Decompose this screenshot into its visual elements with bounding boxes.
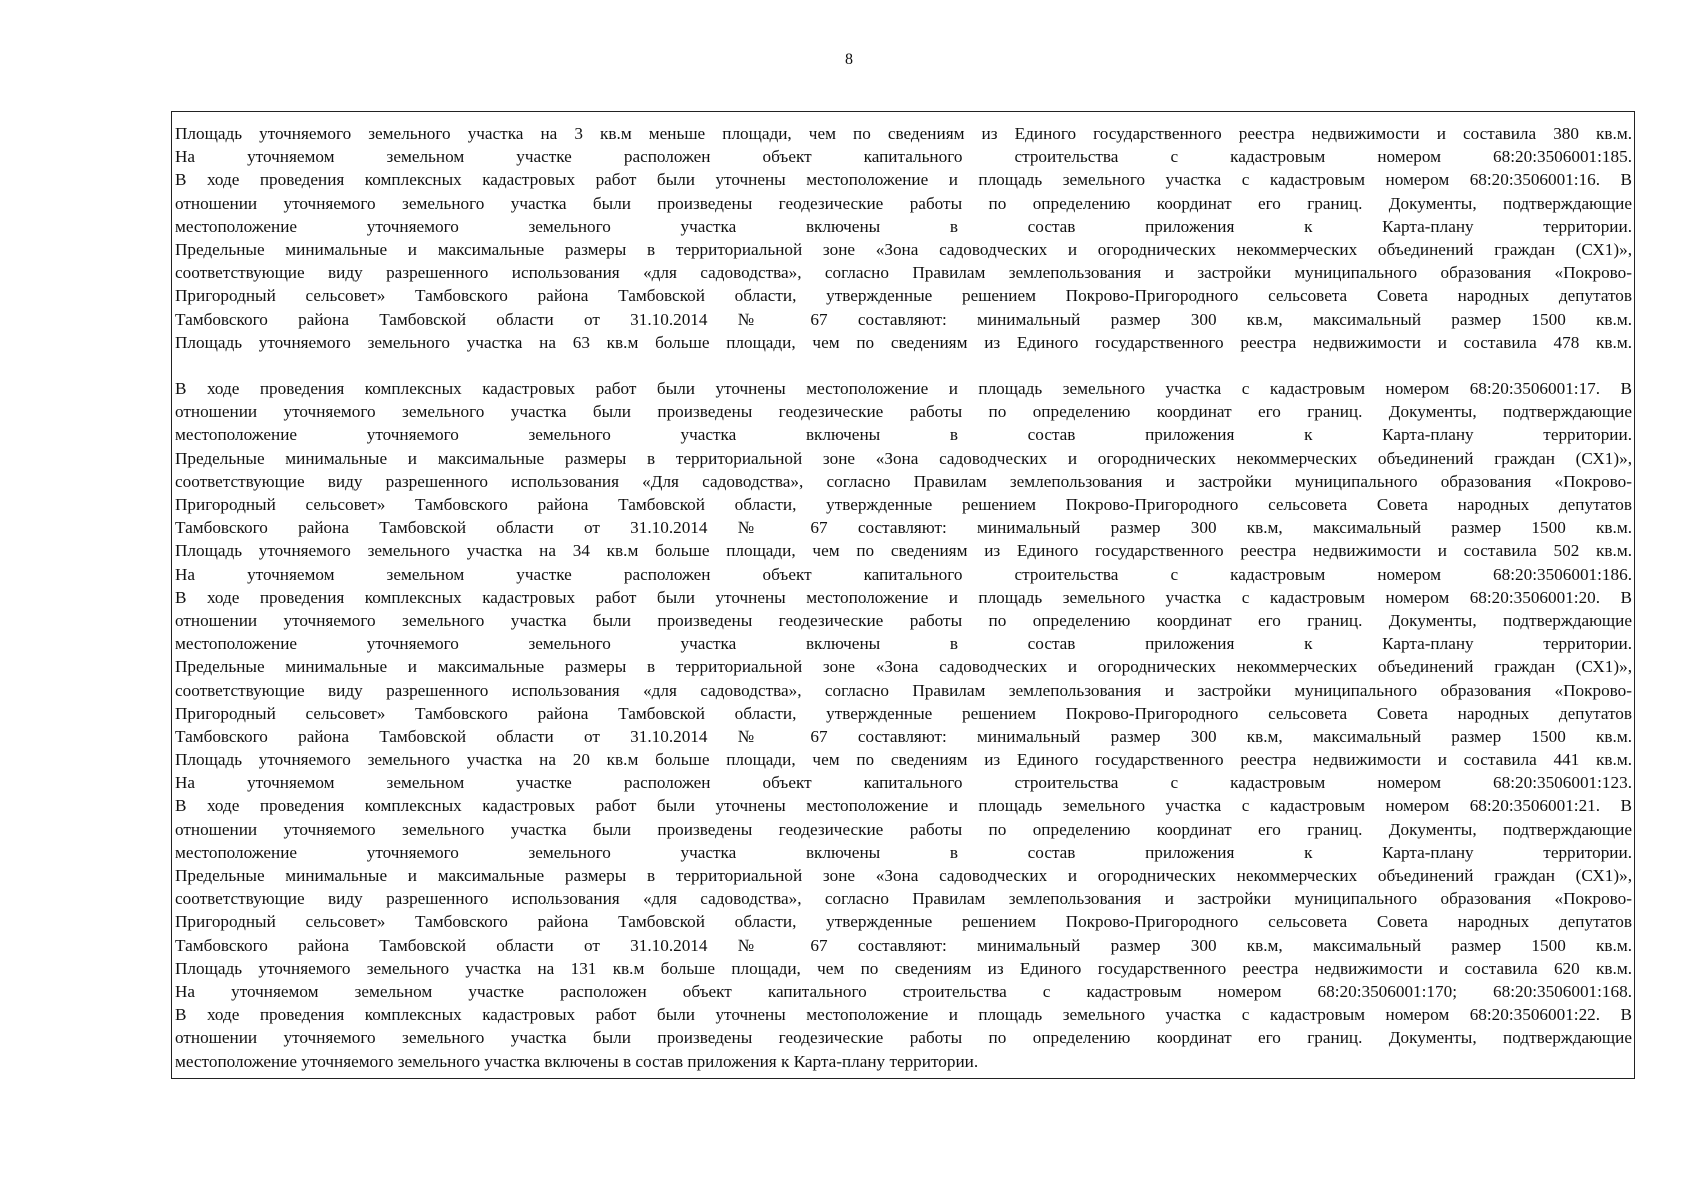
text-line: Предельные минимальные и максимальные размеры в территориальной зоне «Зона садоводческих и огороднических некоммерческих объединений граждан (СХ1)», (175, 657, 1632, 677)
text-line: Площадь уточняемого земельного участка на 63 кв.м больше площади, чем по сведениям из Единого государственного реестра недвижимости и составила 478 кв.м. (175, 332, 1632, 352)
text-line: Пригородный сельсовет» Тамбовского района Тамбовской области, утвержденные решением Покрово-Пригородного сельсовета Совета народных депутатов (175, 286, 1632, 306)
text-line: Тамбовского района Тамбовской области от 31.10.2014 № 67 составляют: минимальный размер 300 кв.м, максимальный размер 1500 кв.м. (175, 726, 1632, 746)
text-line: местоположение уточняемого земельного участка включены в состав приложения к Карта-плану территории. (175, 425, 1632, 445)
text-line: В ходе проведения комплексных кадастровых работ были уточнены местоположение и площадь земельного участка с кадастровым номером 68:20:3506001:16. В (175, 170, 1632, 190)
text-line: местоположение уточняемого земельного участка включены в состав приложения к Карта-плану территории. (175, 634, 1632, 654)
paragraph-gap (175, 354, 1632, 377)
paragraph-block-1 (175, 122, 1632, 354)
text-line: На уточняемом земельном участке расположен объект капитального строительства с кадастровым номером 68:20:3506001:170; 68:20:3506001:168. (175, 981, 1632, 1001)
text-line: В ходе проведения комплексных кадастровых работ были уточнены местоположение и площадь земельного участка с кадастровым номером 68:20:3506001:22. В (175, 1005, 1632, 1025)
text-line: Предельные минимальные и максимальные размеры в территориальной зоне «Зона садоводческих и огороднических некоммерческих объединений граждан (СХ1)», (175, 448, 1632, 468)
text-line: Площадь уточняемого земельного участка на 20 кв.м больше площади, чем по сведениям из Единого государственного реестра недвижимости и составила 441 кв.м. (175, 750, 1632, 770)
text-line: Пригородный сельсовет» Тамбовского района Тамбовской области, утвержденные решением Покрово-Пригородного сельсовета Совета народных депутатов (175, 703, 1632, 723)
page-number: 8 (845, 51, 853, 68)
text-line: Площадь уточняемого земельного участка на 131 кв.м больше площади, чем по сведениям из Единого государственного реестра недвижимости и составила 620 кв.м. (175, 958, 1632, 978)
text-line: отношении уточняемого земельного участка были произведены геодезические работы по определению координат его границ. Документы, подтверждающие (175, 819, 1632, 839)
paragraph-block-2 (175, 377, 1632, 1073)
text-line: Предельные минимальные и максимальные размеры в территориальной зоне «Зона садоводческих и огороднических некоммерческих объединений граждан (СХ1)», (175, 866, 1632, 885)
text-line: отношении уточняемого земельного участка были произведены геодезические работы по определению координат его границ. Документы, подтверждающие (175, 610, 1632, 630)
text-line: Тамбовского района Тамбовской области от 31.10.2014 № 67 составляют: минимальный размер 300 кв.м, максимальный размер 1500 кв.м. (175, 935, 1632, 955)
text-frame (171, 111, 1635, 1079)
text-line: соответствующие виду разрешенного использования «для садоводства», согласно Правилам землепользования и застройки муниципального образования «Покрово- (175, 263, 1632, 283)
text-line: местоположение уточняемого земельного участка включены в состав приложения к Карта-плану территории. (175, 1051, 979, 1071)
text-line: отношении уточняемого земельного участка были произведены геодезические работы по определению координат его границ. Документы, подтверждающие (175, 1028, 1632, 1048)
text-line: Площадь уточняемого земельного участка на 3 кв.м меньше площади, чем по сведениям из Единого государственного реестра недвижимости и составила 380 кв.м. (175, 124, 1632, 143)
text-line: В ходе проведения комплексных кадастровых работ были уточнены местоположение и площадь земельного участка с кадастровым номером 68:20:3506001:21. В (175, 796, 1632, 816)
text-line: Пригородный сельсовет» Тамбовского района Тамбовской области, утвержденные решением Покрово-Пригородного сельсовета Совета народных депутатов (175, 912, 1632, 932)
text-line: В ходе проведения комплексных кадастровых работ были уточнены местоположение и площадь земельного участка с кадастровым номером 68:20:3506001:20. В (175, 587, 1632, 607)
text-line: соответствующие виду разрешенного использования «Для садоводства», согласно Правилам землепользования и застройки муниципального образования «Покрово- (175, 471, 1632, 491)
text-line: местоположение уточняемого земельного участка включены в состав приложения к Карта-плану территории. (175, 216, 1632, 236)
text-line: отношении уточняемого земельного участка были произведены геодезические работы по определению координат его границ. Документы, подтверждающие (175, 193, 1632, 213)
text-line: соответствующие виду разрешенного использования «для садоводства», согласно Правилам землепользования и застройки муниципального образования «Покрово- (175, 680, 1632, 700)
text-line: Пригородный сельсовет» Тамбовского района Тамбовской области, утвержденные решением Покрово-Пригородного сельсовета Совета народных депутатов (175, 495, 1632, 514)
text-line: отношении уточняемого земельного участка были произведены геодезические работы по определению координат его границ. Документы, подтверждающие (175, 402, 1632, 422)
text-line: В ходе проведения комплексных кадастровых работ были уточнены местоположение и площадь земельного участка с кадастровым номером 68:20:3506001:17. В (175, 379, 1632, 399)
text-line: Площадь уточняемого земельного участка на 34 кв.м больше площади, чем по сведениям из Единого государственного реестра недвижимости и составила 502 кв.м. (175, 541, 1632, 561)
text-line: Предельные минимальные и максимальные размеры в территориальной зоне «Зона садоводческих и огороднических некоммерческих объединений граждан (СХ1)», (175, 239, 1632, 259)
text-line: соответствующие виду разрешенного использования «для садоводства», согласно Правилам землепользования и застройки муниципального образования «Покрово- (175, 889, 1632, 909)
text-line: Тамбовского района Тамбовской области от 31.10.2014 № 67 составляют: минимальный размер 300 кв.м, максимальный размер 1500 кв.м. (175, 309, 1632, 329)
text-line: На уточняемом земельном участке расположен объект капитального строительства с кадастровым номером 68:20:3506001:185. (175, 147, 1632, 167)
text-line: местоположение уточняемого земельного участка включены в состав приложения к Карта-плану территории. (175, 842, 1632, 862)
text-line: Тамбовского района Тамбовской области от 31.10.2014 № 67 составляют: минимальный размер 300 кв.м, максимальный размер 1500 кв.м. (175, 518, 1632, 538)
text-line: На уточняемом земельном участке расположен объект капитального строительства с кадастровым номером 68:20:3506001:186. (175, 564, 1632, 584)
text-line: На уточняемом земельном участке расположен объект капитального строительства с кадастровым номером 68:20:3506001:123. (175, 773, 1632, 793)
